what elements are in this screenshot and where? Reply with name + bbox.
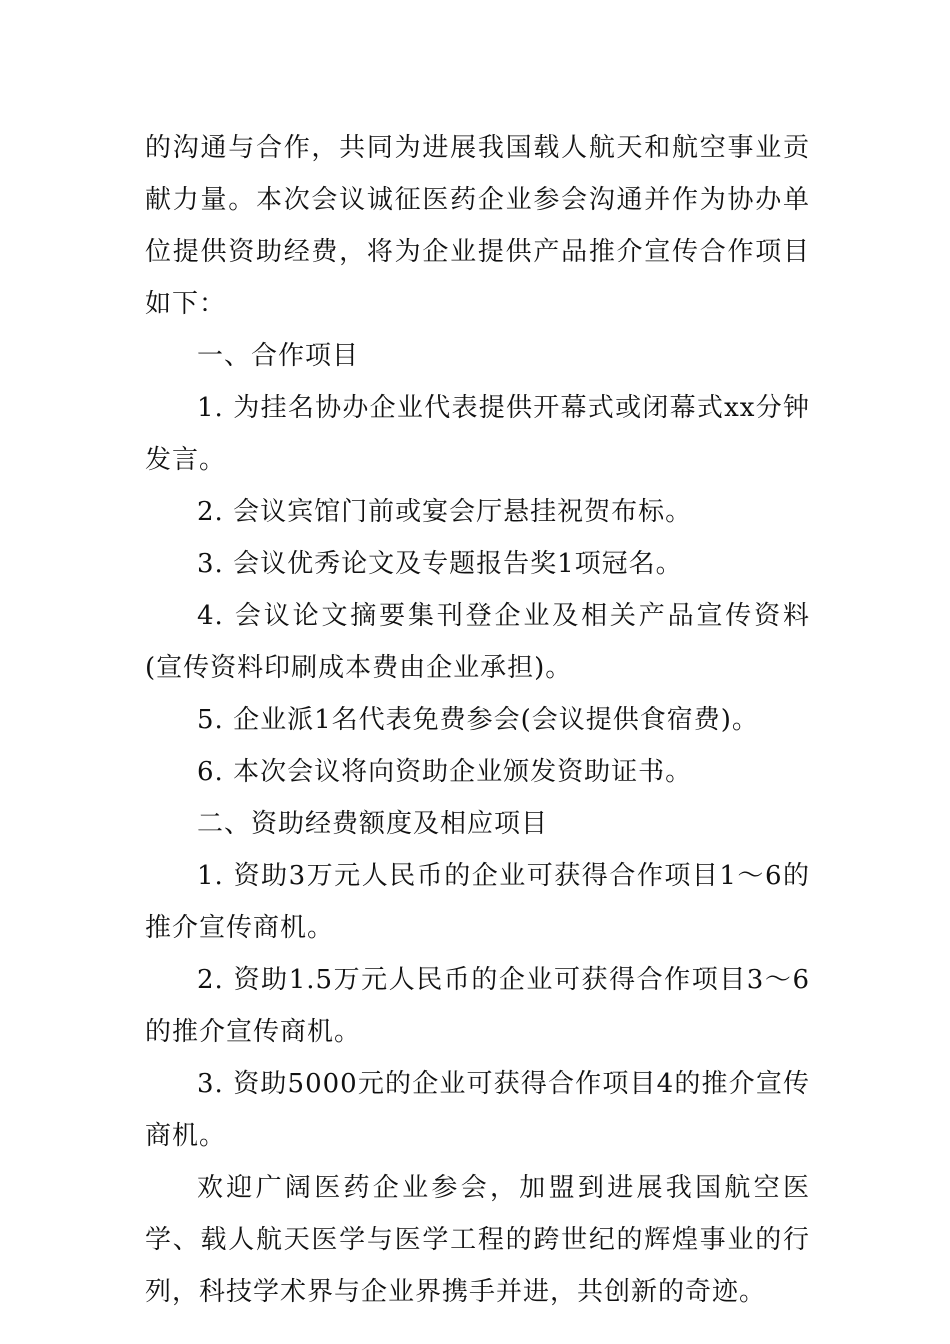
list-item: 3. 资助5000元的企业可获得合作项目4的推介宣传商机。: [145, 1069, 810, 1151]
paragraph-intro: 的沟通与合作，共同为进展我国载人航天和航空事业贡献力量。本次会议诚征医药企业参会沟通并作为协办单位提供资助经费，将为企业提供产品推介宣传合作项目如下：: [145, 133, 810, 319]
section-heading-cooperation: 一、合作项目: [197, 341, 360, 371]
paragraph-closing: 欢迎广阔医药企业参会，加盟到进展我国航空医学、载人航天医学与医学工程的跨世纪的辉煌事业的行列，科技学术界与企业界携手并进，共创新的奇迹。: [145, 1173, 810, 1307]
list-item: 2. 资助1.5万元人民币的企业可获得合作项目3～6的推介宣传商机。: [145, 965, 810, 1047]
list-item: 6. 本次会议将向资助企业颁发资助证书。: [197, 757, 693, 787]
document-body: [145, 122, 810, 1318]
list-item: 1. 为挂名协办企业代表提供开幕式或闭幕式xx分钟发言。: [145, 393, 810, 475]
section-heading-funding: 二、资助经费额度及相应项目: [197, 809, 549, 839]
list-item: 1. 资助3万元人民币的企业可获得合作项目1～6的推介宣传商机。: [145, 861, 810, 943]
list-item: 4. 会议论文摘要集刊登企业及相关产品宣传资料(宣传资料印刷成本费由企业承担)。: [145, 601, 810, 683]
list-item: 5. 企业派1名代表免费参会(会议提供食宿费)。: [197, 705, 759, 735]
list-item: 3. 会议优秀论文及专题报告奖1项冠名。: [197, 549, 683, 579]
list-item: 2. 会议宾馆门前或宴会厅悬挂祝贺布标。: [197, 497, 693, 527]
